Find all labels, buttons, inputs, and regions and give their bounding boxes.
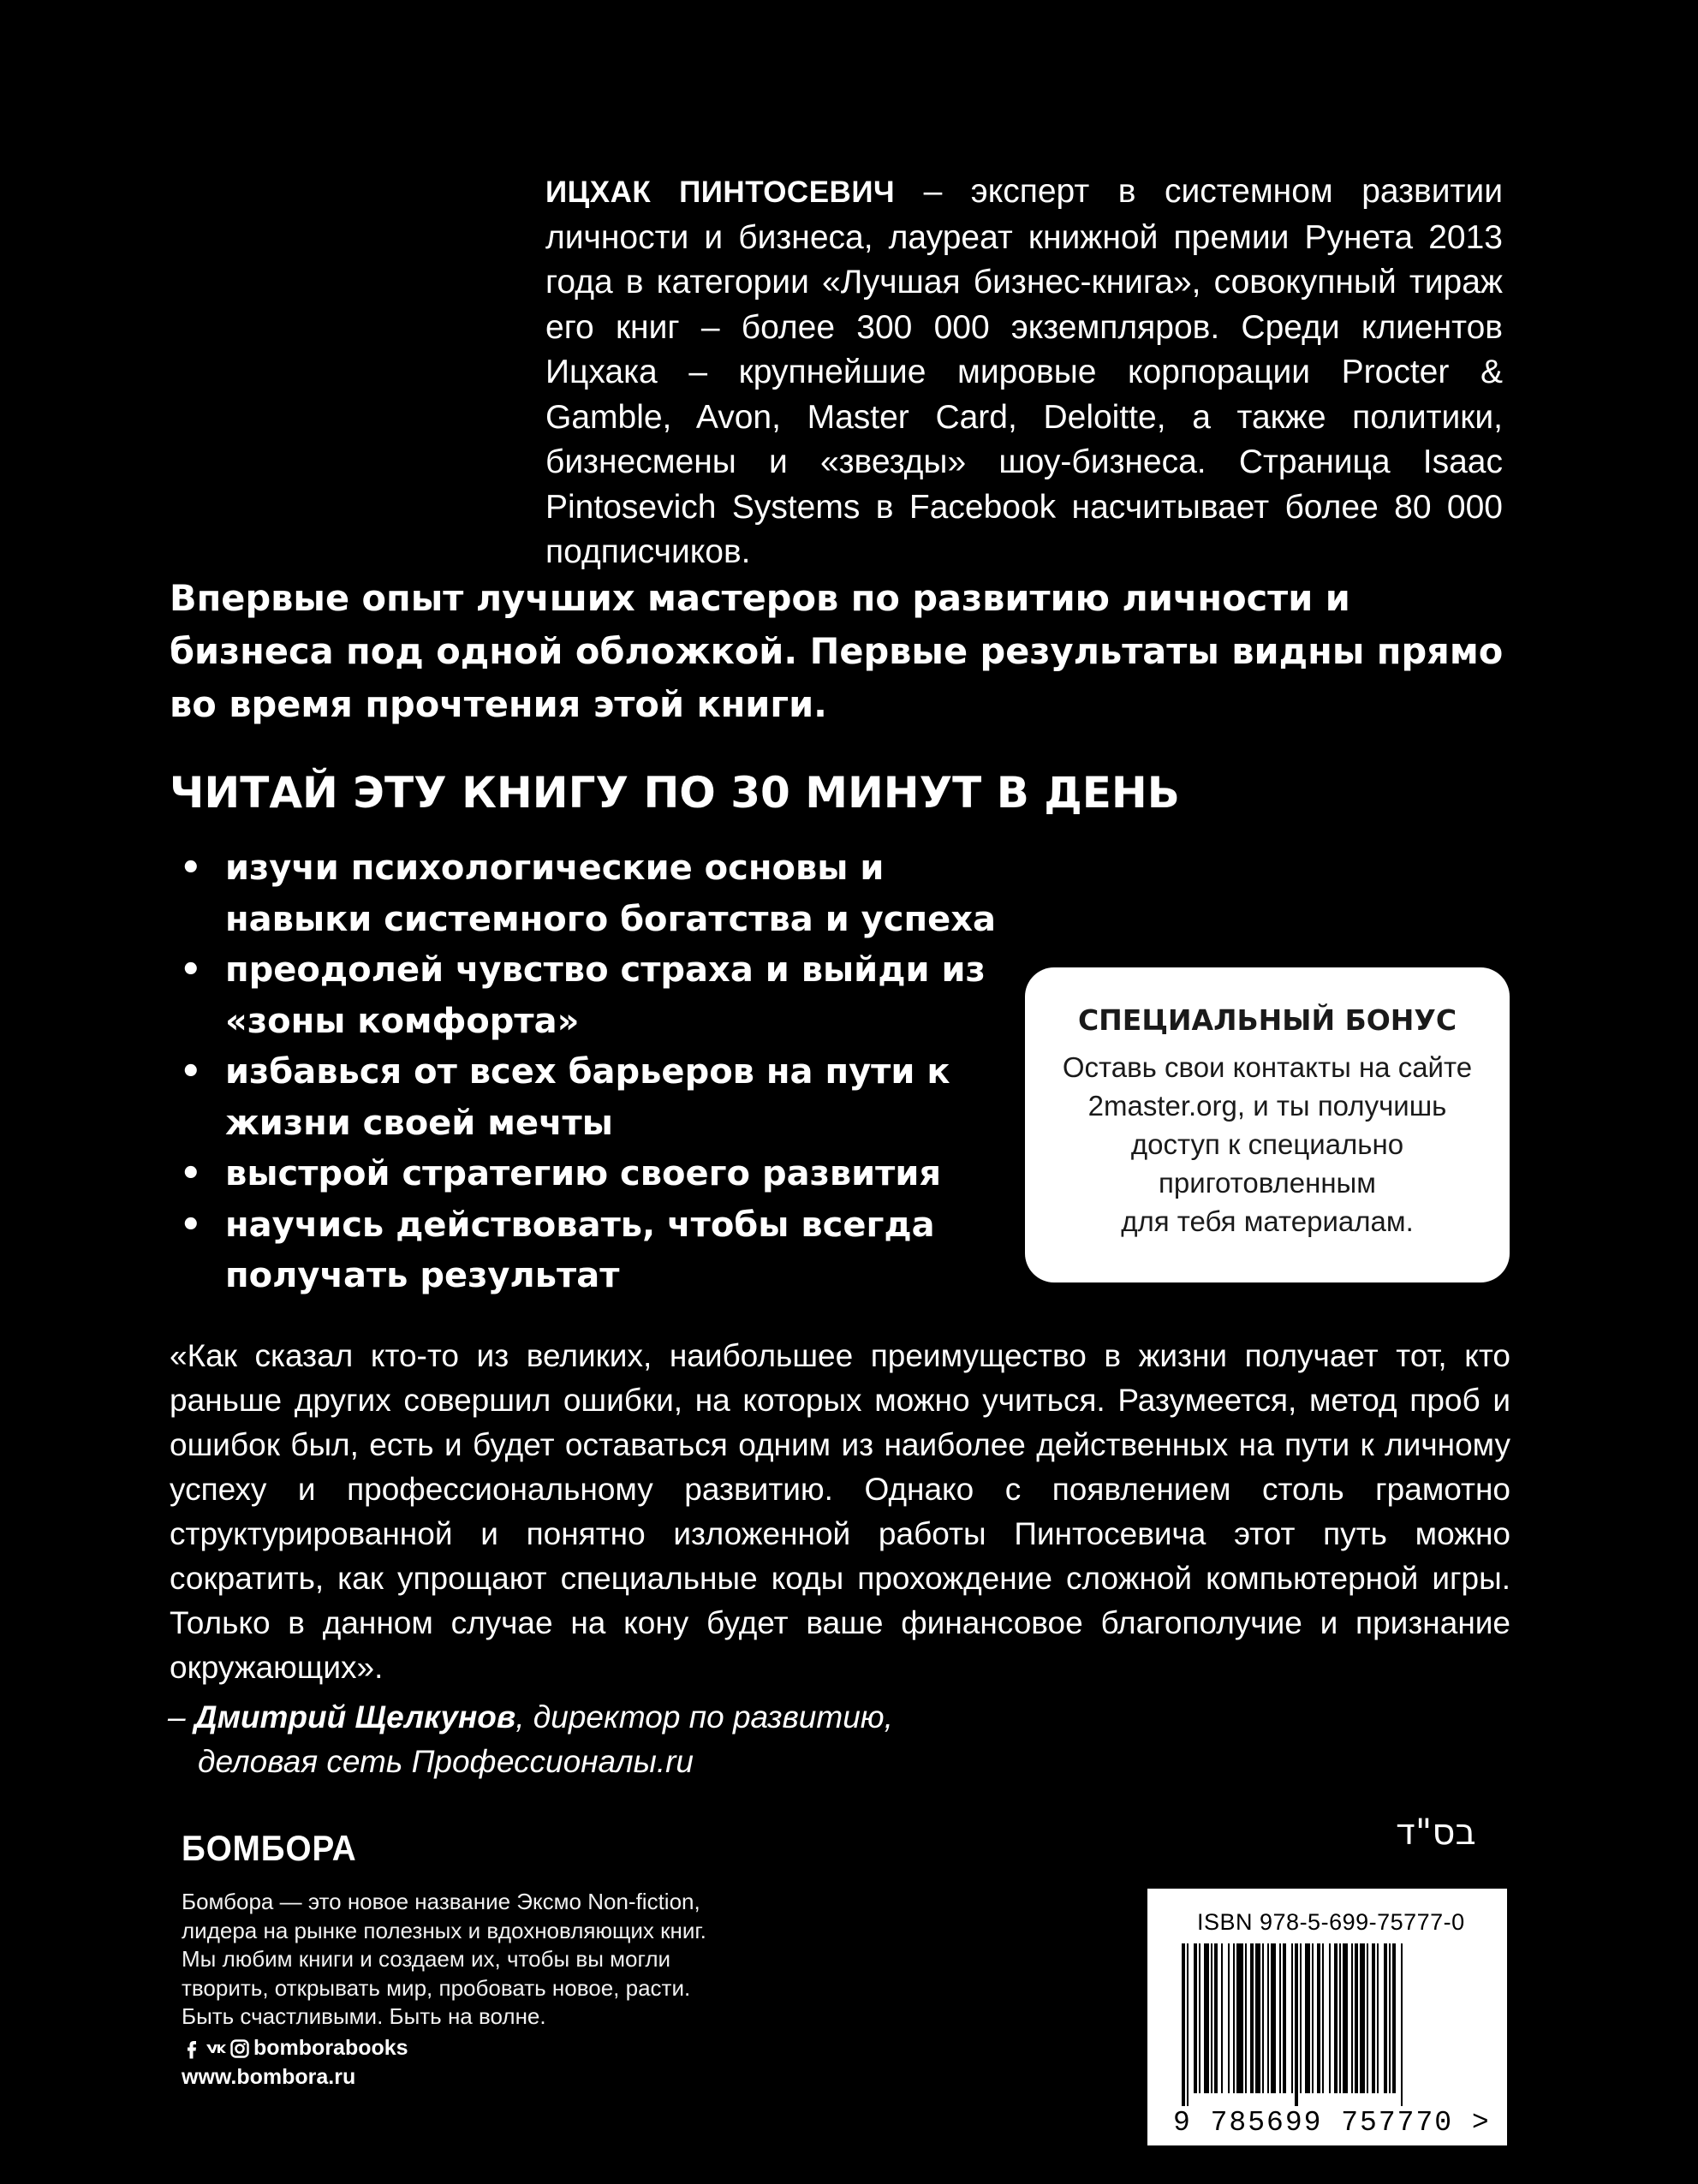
instagram-icon[interactable] (229, 2038, 250, 2059)
barcode-bar (1255, 1943, 1260, 2093)
website-link[interactable]: www.bombora.ru (182, 2065, 356, 2089)
barcode-bar (1372, 1943, 1375, 2093)
barcode-bar (1221, 1943, 1223, 2093)
barcode-bar (1401, 1943, 1403, 2106)
barcode-bar (1204, 1943, 1209, 2093)
bullet-icon: • (180, 1052, 202, 1092)
bullet-icon: • (180, 848, 202, 888)
attribution-name: Дмитрий Щелкунов (194, 1699, 516, 1735)
barcode-bar (1187, 1943, 1189, 2106)
barcode-bar (1322, 1943, 1324, 2093)
barcode-bar (1214, 1943, 1218, 2093)
attribution-org: деловая сеть Профессионалы.ru (198, 1744, 694, 1779)
barcode-bar (1236, 1943, 1243, 2093)
barcode-bar (1367, 1943, 1368, 2093)
isbn-label: ISBN 978-5-699-75777-0 (1197, 1909, 1465, 1935)
barcode-bar (1228, 1943, 1230, 2093)
bullet-icon: • (180, 1154, 202, 1193)
barcode-bar (1355, 1943, 1358, 2093)
read-heading: ЧИТАЙ ЭТУ КНИГУ ПО 30 МИНУТ В ДЕНЬ (170, 768, 1180, 818)
list-item: • изучи психологические основы и навыки системного богатства и успеха (176, 843, 1032, 945)
vk-icon[interactable] (206, 2038, 226, 2059)
list-item: • преодолей чувство страха и выйди из «зоны комфорта» (176, 945, 1032, 1047)
hebrew-mark: בס"ד (1396, 1811, 1476, 1853)
barcode-bar (1211, 1943, 1212, 2093)
author-bio-text: – эксперт в системном развитии личности и бизнеса, лауреат книжной премии Рунета 2013 года в категории «Лучшая бизнес-книга», совокупный тираж его книг – более 300 000 экземпляров. Среди клиентов Ицхака – крупнейшие мировые корпорации Procter & Gamble, Avon, Master Card, Deloitte, а также политики, бизнесмены и «звезды» шоу-бизнеса. Страница Isaac Pintosevich Systems в Facebook насчитывает более 80 000 подписчиков. (545, 173, 1503, 570)
benefits-list (176, 843, 1032, 1302)
barcode-bar (1305, 1943, 1310, 2093)
barcode-bar (1377, 1943, 1379, 2093)
barcode-bar (1262, 1943, 1264, 2093)
barcode-bar (1334, 1943, 1338, 2093)
author-bio (545, 170, 1503, 575)
facebook-icon[interactable] (182, 2038, 202, 2059)
barcode-bar (1199, 1943, 1201, 2093)
review-quote: «Как сказал кто-то из великих, наибольшее преимущество в жизни получает тот, кто раньше других совершил ошибки, на которых можно учиться. Разумеется, метод проб и ошибок был, есть и будет оставаться одним из наиболее действенных на пути к личному успеху и профессиональному развитию. Однако с появлением столь грамотно структурированной и понятно изложенной работы Пинтосевича этот путь можно сократить, как упрощают специальные коды прохождение сложной компьютерной игры. Только в данном случае на кону будет ваше финансовое благополучие и признание окружающих». (170, 1338, 1510, 1685)
barcode-bar (1283, 1943, 1286, 2093)
barcode-bar (1329, 1943, 1331, 2093)
barcode-bar (1343, 1943, 1348, 2093)
publisher-logo: БОМБОРА (182, 1828, 357, 1868)
bonus-title: СПЕЦИАЛЬНЫЙ БОНУС (1077, 1003, 1457, 1037)
quote-attribution: – Дмитрий Щелкунов, директор по развитию, деловая сеть Профессионалы.ru (168, 1695, 1110, 1784)
barcode-bar (1360, 1943, 1365, 2093)
barcode-bar (1384, 1943, 1387, 2093)
barcode-bar (1233, 1943, 1235, 2093)
barcode-bar (1182, 1943, 1185, 2106)
barcode-bar (1271, 1943, 1276, 2093)
publisher-description: Бомбора — это новое название Эксмо Non-fiction, лидера на рынке полезных и вдохновляющих книг. Мы любим книги и создаем их, чтобы вы могли творить, открывать мир, пробовать новое, расти. Быть счастливыми. Быть на волне. (182, 1889, 706, 2029)
bonus-body: Оставь свои контакты на сайте 2master.org, и ты получишь доступ к специально приготовленным для тебя материалам. (1062, 1051, 1473, 1237)
list-item: • научись действовать, чтобы всегда получать результат (176, 1200, 1032, 1302)
barcode-bar (1250, 1943, 1254, 2093)
barcode-bar (1245, 1943, 1247, 2093)
attribution-role: , директор по развитию, (515, 1699, 893, 1735)
lead-paragraph: Впервые опыт лучших мастеров по развитию личности и бизнеса под одной обложкой. Первые результаты видны прямо во время прочтения этой книги. (170, 577, 1504, 725)
ean-number: 9 785699 757770 > (1173, 2107, 1491, 2139)
author-name: ИЦХАК ПИНТОСЕВИЧ (545, 176, 896, 209)
social-links (182, 2036, 408, 2061)
barcode-bar (1267, 1943, 1269, 2093)
social-handle[interactable]: bomborabooks (253, 2036, 408, 2060)
barcode-bar (1339, 1943, 1341, 2093)
bonus-box (1025, 967, 1510, 1282)
barcode-bar (1295, 1943, 1298, 2106)
barcode-icon (1182, 1943, 1477, 2106)
barcode-bar (1279, 1943, 1281, 2093)
barcode-bar (1300, 1943, 1302, 2093)
barcode-bar (1389, 1943, 1391, 2093)
barcode-bar (1291, 1943, 1293, 2093)
bullet-icon: • (180, 1205, 202, 1245)
barcode-bar (1317, 1943, 1320, 2093)
list-item: • избавься от всех барьеров на пути к жизни своей мечты (176, 1047, 1032, 1149)
bullet-icon: • (180, 950, 202, 990)
barcode-box (1147, 1889, 1507, 2145)
barcode-bar (1392, 1943, 1396, 2093)
barcode-bar (1194, 1943, 1197, 2093)
barcode-bar (1312, 1943, 1314, 2093)
list-item: • выстрой стратегию своего развития (176, 1149, 1032, 1200)
barcode-bar (1351, 1943, 1353, 2093)
